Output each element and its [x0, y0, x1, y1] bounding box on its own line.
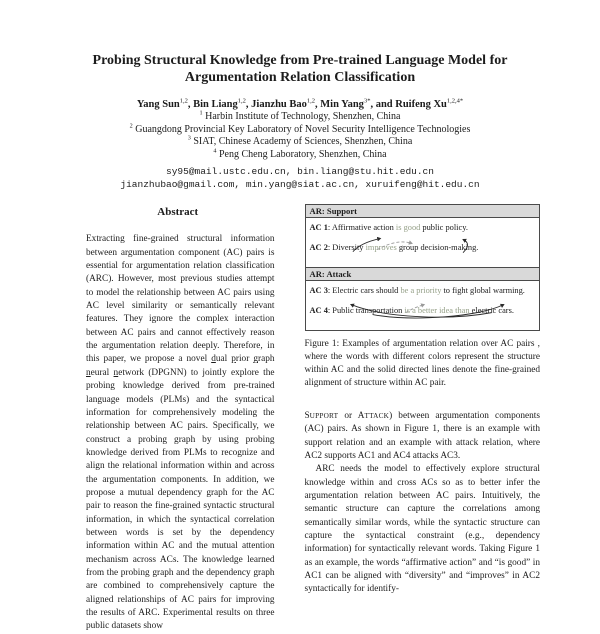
figure1-support-header: AR: Support: [306, 205, 540, 218]
right-column: [305, 204, 541, 633]
paragraph-support-attack: SUPPORT or ATTACK) between argumentation components (AC) pairs. As shown in Figure 1, there is an example with support relation and an example with attack relation, where AC2 supports AC1 and AC4 attacks AC3.: [304, 411, 540, 462]
abstract-heading: Abstract: [157, 206, 199, 219]
affiliation-line-2: $^2$ Guangdong Provincial Key Laboratory of Novel Security Intelligence Technologies: [129, 122, 471, 135]
affiliations: [60, 111, 540, 161]
figure1-table: [305, 204, 541, 331]
right-column-text: [305, 410, 541, 597]
affiliation-line-1: $^1$ Harbin Institute of Technology, Shenzhen, China: [199, 109, 401, 122]
abstract-text: Extracting fine-grained structural information between argumentation component (AC) pairs is essential for argumentation relation classification (ARC). However, most previous studies attempt to model the relationship between AC pairs using AC level similarity or semantically relevant features. They ignore the complex interaction between AC pairs and cannot effectively reason the argumentation relation deeply. Therefore, in this paper, we propose a novel dual prior graph neural network (DPGNN) to jointly explore the probing knowledge derived from pre-trained language models (PLMs) and the syntactical information for comprehensively modeling the relationship between AC pairs. Specifically, we construct a probing graph by using probing knowledge derived from PLMs to recognize and align the relational information within and across the argumentation components. In addition, we propose a mutual dependency graph for the AC pair to reason the fine-grained syntactic structural information, in which the syntactical correlation between words is set by the dependency information within AC and the mutual attention mechanism across ACs. The knowledge learned from the probing graph and the dependency graph are combined to comprehensively capture the aligned relationships of AC pairs for improving the results of ARC. Experimental results on three public datasets show: [86, 234, 275, 632]
affiliation-line-4: $^4$ Peng Cheng Laboratory, Shenzhen, China: [213, 147, 387, 160]
left-column: [60, 204, 296, 633]
paper-page: [60, 0, 540, 634]
author-emails: [60, 165, 540, 191]
figure1-support-body: [306, 218, 540, 268]
email-line-1: sy95@mail.ustc.edu.cn, bin.liang@stu.hit.edu.cn: [166, 166, 434, 178]
figure1-ac3-text: AC 3: Electric cars should be a priority to fight global warming.: [309, 286, 525, 296]
figure1-attack-body: [306, 281, 540, 330]
figure1-ac1-text: AC 1: Affirmative action is good public policy.: [309, 223, 468, 233]
affiliation-line-3: $^3$ SIAT, Chinese Academy of Sciences, Shenzhen, China: [187, 134, 413, 148]
figure1-ac4-text: AC 4: Public transportation is a better idea than electric cars.: [309, 306, 514, 316]
paper-title: Probing Structural Knowledge from Pre-trained Language Model for Argumentation Relation Classification: [92, 53, 508, 85]
email-line-2: jianzhubao@gmail.com, min.yang@siat.ac.cn, xuruifeng@hit.edu.cn: [120, 179, 480, 191]
figure1-ac2-text: AC 2: Diversity improves group decision-making.: [309, 243, 479, 253]
two-column-body: [60, 204, 540, 633]
authors-line: Yang Sun$^{1,2}$, Bin Liang$^{1,2}$, Jianzhu Bao$^{1,2}$, Min Yang$^{3*}$, and Ruifeng $Xu^{1,2,4*}$: [136, 97, 464, 110]
figure1-caption: Figure 1: Examples of argumentation relation over AC pairs , where the words with different colors represent the structure within AC and the solid directed lines denote the fine-grained alignment of structure within AC pair.: [304, 339, 540, 389]
paragraph-arc-needs: ARC needs the model to effectively explore structural knowledge within and cross ACs so as to better infer the argumentation relation between AC pairs. Intuitively, the semantic structure can capture the correlations among semantically similar words, while the syntactic structure can capture the syntactical constraint (e.g., dependency information) for syntactically relevant words. Taking Figure 1 as an example, the words “affirmative action” and “is good” in AC1 can be aligned with “diversity” and “improves” in AC2 syntactically for identify-: [304, 464, 540, 595]
figure1-attack-header: AR: Attack: [306, 268, 540, 281]
